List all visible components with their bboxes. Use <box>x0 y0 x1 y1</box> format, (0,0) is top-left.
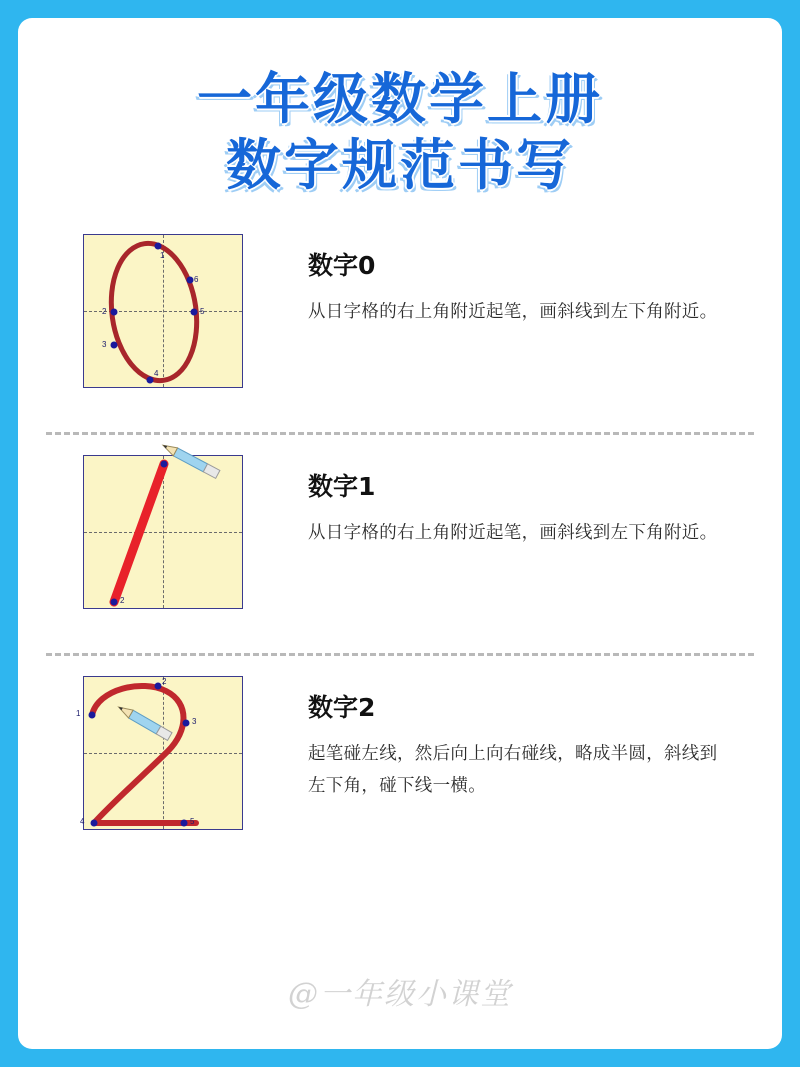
point-dot <box>183 720 190 727</box>
writing-grid-1 <box>83 455 243 609</box>
sections-list <box>18 224 782 864</box>
point-label: 4 <box>80 817 85 826</box>
section-divider <box>46 653 754 656</box>
text-wrap-0 <box>308 228 782 328</box>
section-description-0: 从日字格的右上角附近起笔，画斜线到左下角附近。 <box>308 302 718 322</box>
point-dot <box>147 377 154 384</box>
pencil-icon <box>146 438 236 488</box>
point-dot <box>191 309 198 316</box>
point-dot <box>155 683 162 690</box>
point-dot <box>181 820 188 827</box>
point-dot <box>111 309 118 316</box>
section-title-0: 数字0 <box>308 251 376 280</box>
point-dot <box>91 820 98 827</box>
point-label: 3 <box>102 340 107 349</box>
writing-grid-0 <box>83 234 243 388</box>
point-label: 2 <box>120 596 125 605</box>
pencil-icon <box>104 699 190 749</box>
point-label: 5 <box>190 817 195 826</box>
section-divider <box>46 432 754 435</box>
grid-wrap-0 <box>18 228 308 388</box>
title-line-1: 一年级数学上册 <box>196 67 603 131</box>
point-dot <box>187 277 194 284</box>
point-label: 2 <box>102 307 107 316</box>
point-label: 1 <box>160 251 165 260</box>
point-label: 4 <box>154 369 159 378</box>
grid-wrap-1 <box>18 449 308 609</box>
watermark: @一年级小课堂 <box>288 977 512 1012</box>
section-digit-0 <box>18 224 782 422</box>
writing-grid-2 <box>76 676 243 830</box>
text-wrap-1 <box>308 449 782 549</box>
section-digit-1 <box>18 445 782 643</box>
grid-wrap-2 <box>18 670 308 830</box>
point-dot <box>89 712 96 719</box>
point-label: 6 <box>194 275 199 284</box>
title-line-2: 数字规范书写 <box>225 133 574 197</box>
point-label: 3 <box>192 717 197 726</box>
section-digit-2 <box>18 666 782 864</box>
text-wrap-2 <box>308 670 782 802</box>
poster-card <box>18 18 782 1049</box>
page-title <box>18 18 782 198</box>
point-label: 1 <box>76 709 81 718</box>
section-title-2: 数字2 <box>308 693 376 722</box>
point-dot <box>161 461 168 468</box>
point-dot <box>111 342 118 349</box>
section-title-1: 数字1 <box>308 472 376 501</box>
point-dot <box>155 243 162 250</box>
point-dot <box>111 599 118 606</box>
section-description-1: 从日字格的右上角附近起笔，画斜线到左下角附近。 <box>308 523 718 543</box>
point-label: 2 <box>162 677 167 686</box>
point-label: 5 <box>200 307 205 316</box>
section-description-2: 起笔碰左线，然后向上向右碰线，略成半圆，斜线到左下角，碰下线一横。 <box>308 744 718 796</box>
